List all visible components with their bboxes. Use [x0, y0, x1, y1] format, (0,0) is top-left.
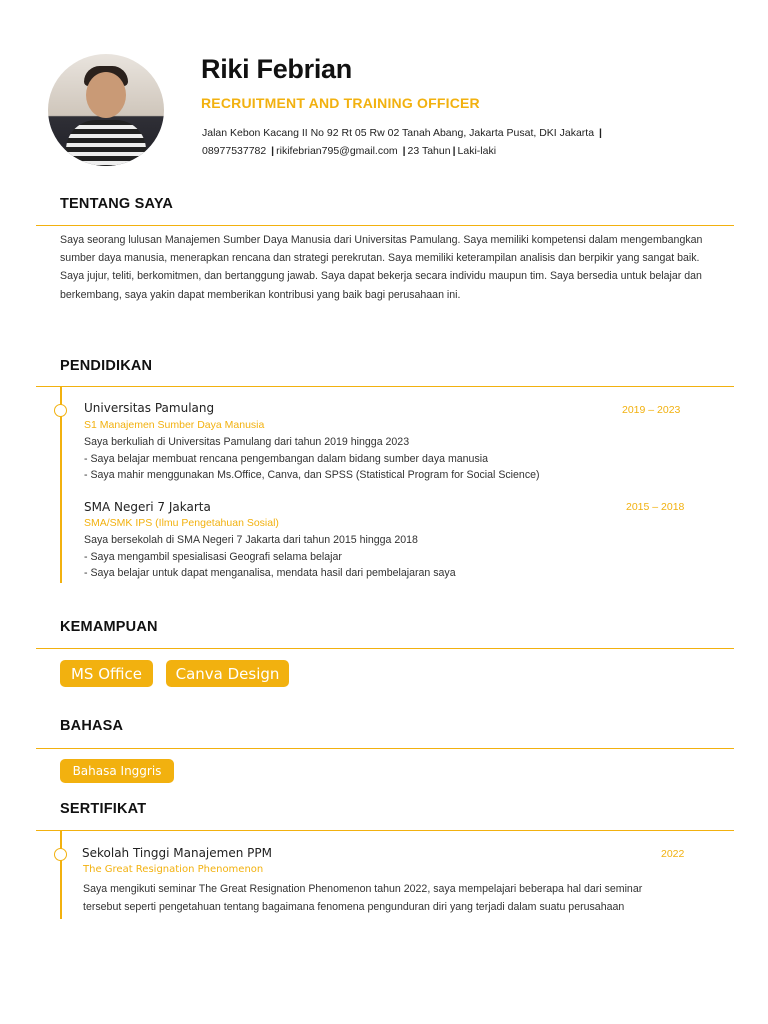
- skills-title: KEMAMPUAN: [60, 619, 158, 635]
- education-major: S1 Manajemen Sumber Daya Manusia: [84, 419, 265, 431]
- description-line: - Saya mahir menggunakan Ms.Office, Canva, dan SPSS (Statistical Program for Social Science): [84, 469, 540, 481]
- timeline-dot: [54, 404, 67, 417]
- separator: |: [271, 145, 275, 157]
- job-title: RECRUITMENT AND TRAINING OFFICER: [201, 95, 480, 111]
- timeline-line: [60, 831, 62, 919]
- section-divider: [36, 648, 734, 649]
- address: Jalan Kebon Kacang II No 92 Rt 05 Rw 02 Tanah Abang, Jakarta Pusat, DKI Jakarta: [202, 127, 595, 139]
- education-title: PENDIDIKAN: [60, 358, 153, 374]
- separator: |: [402, 145, 406, 157]
- description-line: Saya bersekolah di SMA Negeri 7 Jakarta dari tahun 2015 hingga 2018: [84, 534, 418, 546]
- languages-title: BAHASA: [60, 718, 124, 734]
- section-divider: [36, 386, 734, 387]
- education-school: Universitas Pamulang: [84, 401, 215, 415]
- about-title: TENTANG SAYA: [60, 196, 174, 212]
- skill-chip: Canva Design: [166, 660, 289, 687]
- education-years: 2019 – 2023: [622, 404, 681, 416]
- certificate-year: 2022: [661, 848, 685, 860]
- profile-photo: [48, 54, 164, 166]
- candidate-name: Riki Febrian: [201, 54, 352, 84]
- certificate-org: Sekolah Tinggi Manajemen PPM: [82, 846, 272, 860]
- email: rikifebrian795@gmail.com: [276, 145, 398, 157]
- education-description: [84, 434, 704, 484]
- description-line: - Saya mengambil spesialisasi Geografi selama belajar: [84, 550, 342, 563]
- certificates-title: SERTIFIKAT: [60, 801, 147, 817]
- phone: 08977537782: [202, 145, 267, 157]
- timeline-dot: [54, 848, 67, 861]
- section-divider: [36, 748, 734, 749]
- skill-chip: MS Office: [60, 660, 153, 687]
- description-line: Saya mengikuti seminar The Great Resignation Phenomenon tahun 2022, saya mempelajari beberapa hal dari seminar: [83, 883, 643, 895]
- separator: |: [598, 127, 602, 139]
- about-text: Saya seorang lulusan Manajemen Sumber Daya Manusia dari Universitas Pamulang. Saya memiliki kompetensi dalam mengembangkan sumber daya manusia, menerapkan rencana dan strategi perekrutan. Saya memiliki keterampilan analisis dan berpikir yang sangat baik. Saya jujur, teliti, berkomitmen, dan bertanggung jawab. Saya dapat bekerja secara individu maupun tim. Saya bersedia untuk belajar dan berkembang, saya yakin dapat memberikan kontribusi yang baik bagi perusahaan ini.: [60, 234, 703, 301]
- section-divider: [36, 830, 734, 831]
- education-years: 2015 – 2018: [626, 501, 685, 513]
- age: 23 Tahun: [407, 145, 451, 157]
- education-major: SMA/SMK IPS (Ilmu Pengetahuan Sosial): [84, 517, 279, 529]
- description-line: - Saya belajar membuat rencana pengembangan dalam bidang sumber daya manusia: [84, 452, 488, 465]
- description-line: tersebut seperti pengetahuan tentang bagaimana fenomena pengunduran diri yang terjadi dalam suatu perusahaan: [83, 901, 625, 913]
- education-description: [84, 532, 704, 582]
- contact-info: [202, 124, 662, 160]
- language-chip: Bahasa Inggris: [60, 759, 174, 783]
- gender: Laki-laki: [457, 145, 497, 157]
- description-line: Saya berkuliah di Universitas Pamulang dari tahun 2019 hingga 2023: [84, 436, 410, 448]
- certificate-name: The Great Resignation Phenomenon: [83, 864, 264, 875]
- section-divider: [36, 225, 734, 226]
- education-school: SMA Negeri 7 Jakarta: [84, 500, 211, 514]
- certificate-description: [83, 880, 743, 916]
- description-line: - Saya belajar untuk dapat menganalisa, mendata hasil dari pembelajaran saya: [84, 567, 456, 579]
- separator: |: [452, 145, 456, 157]
